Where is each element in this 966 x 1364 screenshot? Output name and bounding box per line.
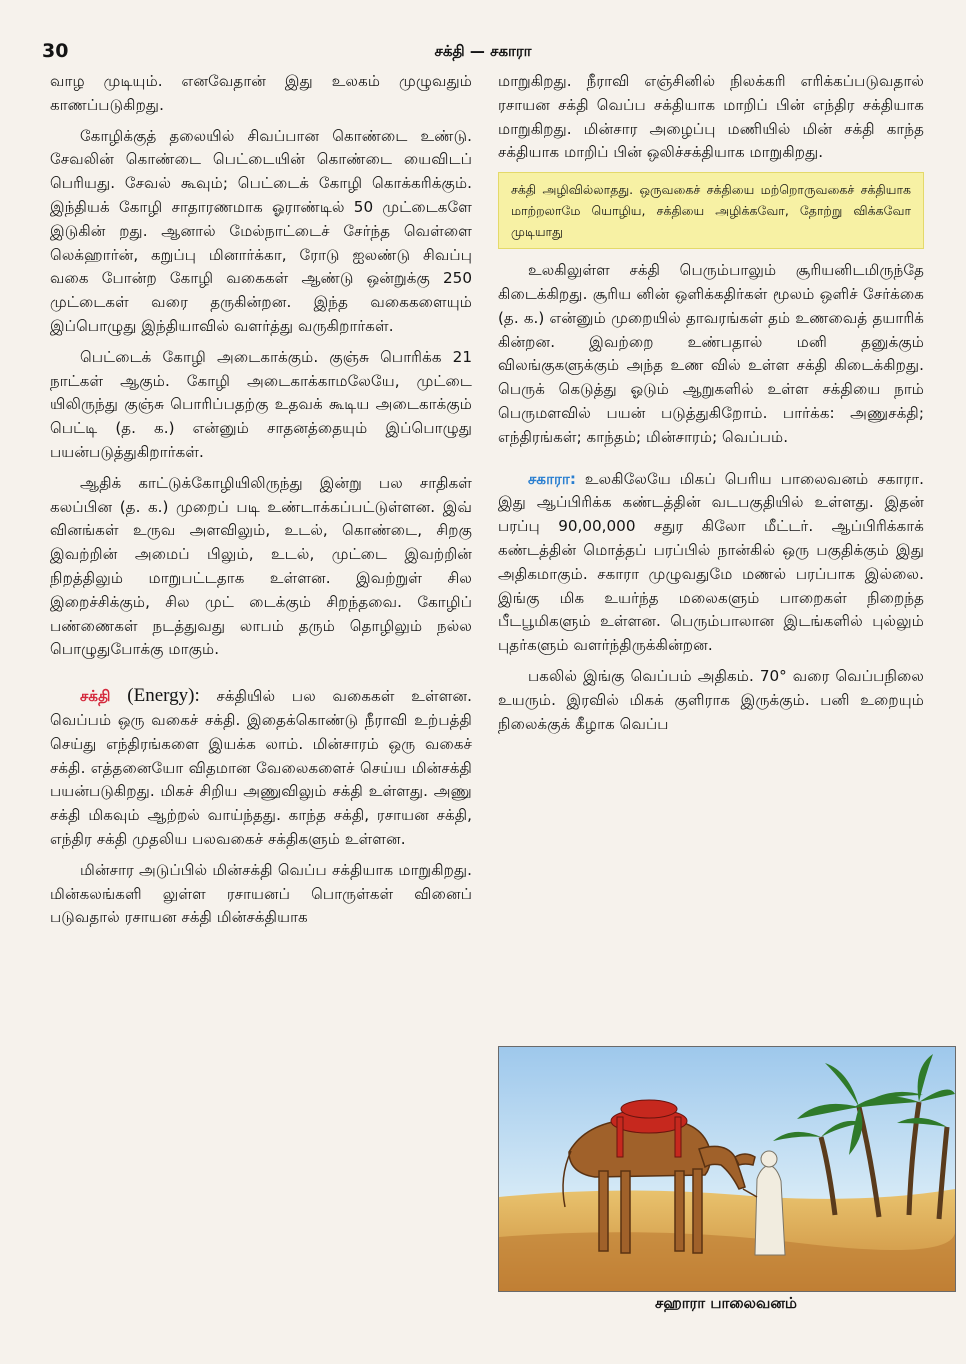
- highlight-note-box: சக்தி அழிவில்லாதது. ஒருவகைச் சக்தியை மற்றொருவகைச் சக்தியாக மாற்றலாமே யொழிய, சக்தியை அழிக்கவோ, தோற்று விக்கவோ முடியாது: [498, 172, 924, 249]
- sahara-entry: [498, 468, 924, 658]
- energy-entry-english: (Energy):: [127, 685, 200, 707]
- page-number: 30: [42, 40, 69, 62]
- left-column: [50, 70, 472, 937]
- paragraph: ஆதிக் காட்டுக்கோழியிலிருந்து இன்று பல சாதிகள் கலப்பின (த. க.) முறைப் படி உண்டாக்கப்பட்டுள்ளன. இவ் வினங்கள் உருவ அளவிலும், உடல், கொண்டை, சிறகு இவற்றின் அமைப் பிலும், உடல், முட்டை இவற்றின் நிறத்திலும் மாறுபட்டதாக உள்ளன. இவற்றுள் சில இறைச்சிக்கும், சில முட் டைக்கும் சிறந்தவை. கோழிப் பண்ணைகள் நடத்துவது லாபம் தரும் தொழிலும் நல்ல பொழுதுபோக்கு மாகும்.: [50, 473, 472, 659]
- paragraph: வாழ முடியும். எனவேதான் இது உலகம் முழுவதும் காணப்படுகிறது.: [50, 72, 472, 114]
- paragraph: மின்சார அடுப்பில் மின்சக்தி வெப்ப சக்தியாக மாறுகிறது. மின்கலங்களி லுள்ள ரசாயனப் பொருள்கள் வினைப் படுவதால் ரசாயன சக்தி மின்சக்தியாக: [50, 860, 472, 927]
- right-column: [498, 70, 924, 743]
- camel-desert-image: [499, 1047, 955, 1291]
- sahara-entry-text: உலகிலேயே மிகப் பெரிய பாலைவனம் சகாரா. இது ஆப்பிரிக்க கண்டத்தின் வடபகுதியில் உள்ளது. இதன் பரப்பு 90,00,000 சதுர கிலோ மீட்டர். ஆப்பிரிக்காக் கண்டத்தின் மொத்தப் பரப்பில் நான்கில் ஒரு பகுதிக்கும் இது அதிகமாகும். சகாரா முழுவதுமே மணல் பரப்பாக இல்லை. இங்கு மிக உயர்ந்த மலைகளும் பாறைகள் நிறைந்த பீடபூமிகளும் உள்ளன. பெரும்பாலான இடங்களில் புல்லும் புதர்களும் வளர்ந்திருக்கின்றன.: [498, 469, 925, 655]
- paragraph: உலகிலுள்ள சக்தி பெரும்பாலும் சூரியனிடமிருந்தே கிடைக்கிறது. சூரிய னின் ஒளிக்கதிர்கள் மூலம் ஒளிச் சேர்க்கை (த. க.) என்னும் முறையில் தாவரங்கள் தம் உணவைத் தயாரிக் கின்றன. இவற்றை உண்பதால் மனி தனுக்கும் விலங்குகளுக்கும் அந்த உண வில் உள்ள சக்தி கிடைக்கிறது. பெருக் கெடுத்து ஓடும் ஆறுகளில் உள்ள சக்தியை நாம் பெருமளவில் பயன் படுத்துகிறோம். பார்க்க: அணுசக்தி; எந்திரங்கள்; காந்தம்; மின்சாரம்; வெப்பம்.: [498, 261, 924, 446]
- energy-entry: [50, 684, 472, 852]
- paragraph: பெட்டைக் கோழி அடைகாக்கும். குஞ்சு பொரிக்க 21 நாட்கள் ஆகும். கோழி அடைகாக்காமலேயே, முட்டை யிலிருந்து குஞ்சு பொரிப்பதற்கு உதவக் கூடிய அடைகாக்கும் பெட்டி (த. க.) என்னும் சாதனத்தையும் இப்பொழுது பயன்படுத்துகிறார்கள்.: [50, 347, 472, 461]
- sahara-illustration: [498, 1046, 956, 1292]
- energy-entry-title: சக்தி: [80, 687, 111, 706]
- sahara-entry-title: சகாரா:: [528, 469, 576, 488]
- paragraph: கோழிக்குத் தலையில் சிவப்பான கொண்டை உண்டு. சேவலின் கொண்டை பெட்டையின் கொண்டை யைவிடப் பெரியது. சேவல் கூவும்; பெட்டைக் கோழி கொக்கரிக்கும். இந்தியக் கோழி சாதாரணமாக ஓராண்டில் 50 முட்டைகளே இடுகின் றது. ஆனால் மேல்நாட்டைச் சேர்ந்த வெள்ளை லெக்ஹார்ன், கறுப்பு மினார்க்கா, ரோடு ஐலண்டு சிவப்பு வகை போன்ற கோழி வகைகள் ஆண்டு ஒன்றுக்கு 250 முட்டைகள் வரை தருகின்றன. இந்த வகைகளையும் இப்பொழுது இந்தியாவில் வளர்த்து வருகிறார்கள்.: [50, 126, 472, 335]
- page-header: [42, 40, 924, 70]
- figure-caption: சஹாரா பாலைவனம்: [655, 1294, 797, 1312]
- paragraph: பகலில் இங்கு வெப்பம் அதிகம். 70° வரை வெப்பநிலை உயரும். இரவில் மிகக் குளிராக இருக்கும். பனி உறையும் நிலைக்குக் கீழாக வெப்ப: [498, 666, 924, 733]
- paragraph: மாறுகிறது. நீராவி எஞ்சினில் நிலக்கரி எரிக்கப்படுவதால் ரசாயன சக்தி வெப்ப சக்தியாக மாறிப் பின் எந்திர சக்தியாக மாறுகிறது. மின்சார அழைப்பு மணியில் மின் சக்தி காந்த சக்தியாக மாறிப் பின் ஒலிச்சக்தியாக மாறுகிறது.: [498, 72, 924, 162]
- energy-entry-text: சக்தியில் பல வகைகள் உள்ளன. வெப்பம் ஒரு வகைச் சக்தி. இதைக்கொண்டு நீராவி உற்பத்தி செய்து எந்திரங்களை இயக்க லாம். மின்சாரம் ஒரு வகைச் சக்தி. எத்தனையோ விதமான வேலைகளைச் செய்ய மின்சக்தி பயன்படுகிறது. மிகச் சிறிய அணுவிலும் சக்தி உள்ளது. அணு சக்தி மிகவும் ஆற்றல் வாய்ந்தது. காந்த சக்தி, ரசாயன சக்தி, எந்திர சக்தி முதலிய பலவகைச் சக்திகளும் உள்ளன.: [50, 687, 473, 848]
- running-head: சக்தி — சகாரா: [434, 42, 532, 60]
